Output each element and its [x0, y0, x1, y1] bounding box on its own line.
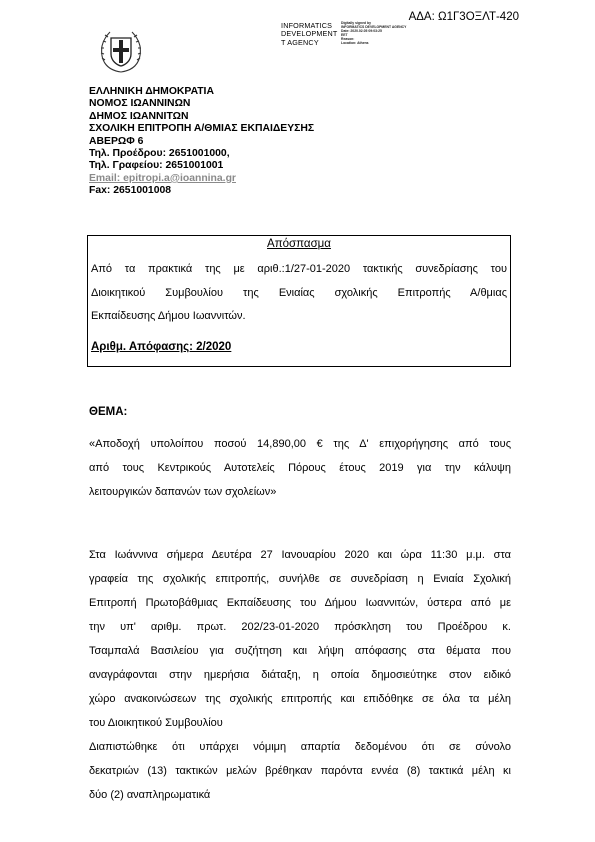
email-link[interactable]: Email: epitropi.a@ioannina.gr — [89, 172, 236, 184]
body-line: Στα Ιωάννινα σήμερα Δευτέρα 27 Ιανουαρίου 2020 και ώρα 11:30 μ.μ. στα — [89, 549, 511, 561]
excerpt-line: Εκπαίδευσης Δήμου Ιωαννιτών. — [91, 310, 246, 322]
body-line: αναγράφονται στην ημερήσια διάταξη, η οποία δημοσιεύτηκε στον ειδικό — [89, 669, 511, 681]
fax-number: Fax: 2651001008 — [89, 185, 172, 197]
signature-detail: Location: Athens — [341, 41, 369, 46]
digital-signature-details — [341, 21, 421, 46]
excerpt-line: Διοικητικού Συμβουλίου της Ενιαίας σχολικής Επιτροπής Α/θμιας — [91, 286, 507, 299]
body-line: Επιτροπή Πρωτοβάθμιας Εκπαίδευσης του Δήμου Ιωαννιτών, ύστερα από με — [89, 597, 511, 609]
excerpt-text — [91, 258, 507, 329]
header-line: ΑΒΕΡΩΦ 6 — [89, 135, 144, 147]
decision-number: Αριθμ. Απόφασης: 2/2020 — [91, 341, 232, 353]
agency-line-3: T AGENCY — [281, 37, 319, 47]
ada-code: ΑΔΑ: Ω1Γ3ΟΞΛΤ-420 — [408, 11, 519, 23]
header-line: Τηλ. Προέδρου: 2651001000, — [89, 148, 230, 160]
header-line: Τηλ. Γραφείου: 2651001001 — [89, 160, 224, 172]
subject-line: «Αποδοχή υπολοίπου ποσού 14,890,00 € της Δ' επιχορήγησης από τους — [89, 438, 511, 450]
body-line: Διαπιστώθηκε ότι υπάρχει νόμιμη απαρτία δεδομένου ότι σε σύνολο — [89, 741, 511, 753]
body-line: την υπ' αριθμ. πρωτ. 202/23-01-2020 πρόσκληση του Προέδρου κ. — [89, 621, 511, 633]
excerpt-title: Απόσπασμα — [267, 238, 331, 250]
body-line: δύο (2) αναπληρωματικά — [89, 789, 211, 801]
sender-header — [89, 86, 314, 198]
subject-line: λειτουργικών δαπανών των σχολείων» — [89, 486, 277, 498]
body-line: δεκατριών (13) τακτικών μελών βρέθηκαν παρόντα εννέα (8) τακτικά μέλη κι — [89, 765, 511, 777]
header-line: ΝΟΜΟΣ ΙΩΑΝΝΙΝΩΝ — [89, 98, 191, 110]
header-line: ΕΛΛΗΝΙΚΗ ΔΗΜΟΚΡΑΤΙΑ — [89, 86, 214, 97]
excerpt-box — [87, 235, 511, 367]
signature-agency — [281, 22, 338, 47]
greek-emblem-icon — [96, 26, 146, 76]
subject-label: ΘΕΜΑ: — [89, 406, 128, 418]
subject-text — [89, 432, 511, 504]
signature-detail: Reason: — [341, 37, 355, 42]
body-line: του Διοικητικού Συμβουλίου — [89, 717, 223, 729]
signature-detail: Digitally signed by — [341, 21, 371, 25]
agency-line-1: INFORMATICS — [281, 21, 333, 30]
body-line: Τσαμπαλά Βασιλείου για συζήτηση και λήψη απόφασης στα θέματα που — [89, 645, 511, 657]
agency-line-2: DEVELOPMENT — [281, 29, 338, 39]
body-line: χώρο ανακοινώσεων της σχολικής επιτροπής και επιδόθηκε σε όλα τα μέλη — [89, 693, 511, 705]
signature-detail: EET — [341, 33, 348, 38]
subject-line: από τους Κεντρικούς Αυτοτελείς Πόρους έτους 2019 για την κάλυψη — [89, 462, 511, 474]
header-line: ΣΧΟΛΙΚΗ ΕΠΙΤΡΟΠΗ Α/ΘΜΙΑΣ ΕΚΠΑΙΔΕΥΣΗΣ — [89, 123, 315, 135]
excerpt-line: Από τα πρακτικά της με αριθ.:1/27-01-2020 τακτικής συνεδρίασης του — [91, 263, 507, 275]
body-line: γραφεία της σχολικής επιτροπής, συνήλθε σε συνεδρίαση η Ενιαία Σχολική — [89, 573, 511, 585]
body-text — [89, 543, 511, 807]
signature-detail: Date: 2020.02.05 09:03:25 — [341, 29, 382, 34]
header-line: ΔΗΜΟΣ ΙΩΑΝΝΙΤΩΝ — [89, 110, 189, 122]
signature-detail: INFORMATICS DEVELOPMENT AGENCY — [341, 25, 407, 30]
